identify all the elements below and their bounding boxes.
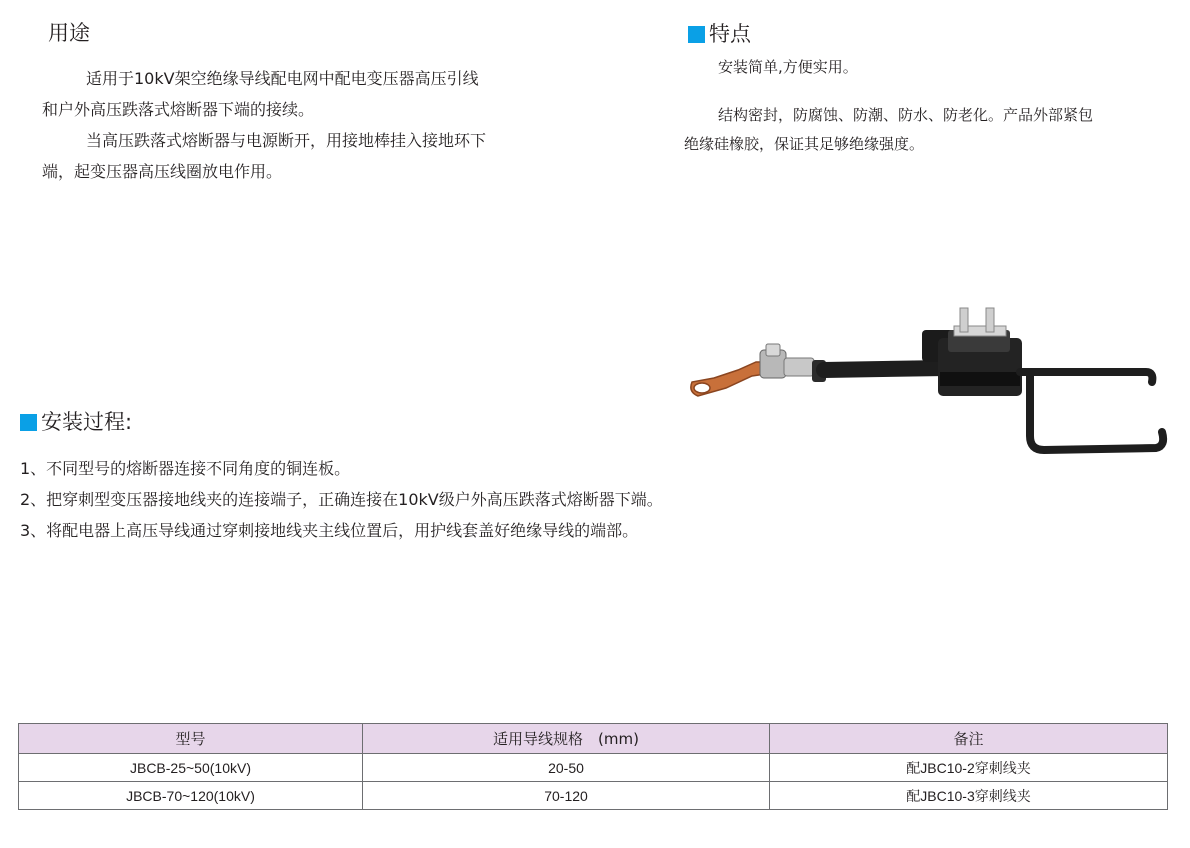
process-step-2: 2、把穿刺型变压器接地线夹的连接端子，正确连接在10kV级户外高压跌落式熔断器下端。: [20, 490, 663, 509]
spec-table: [18, 723, 1168, 810]
table-row: [19, 754, 1168, 782]
usage-paragraph-1-line-1: 适用于10kV架空绝缘导线配电网中配电变压器高压引线: [86, 69, 479, 88]
clamp-body: [922, 308, 1022, 396]
copper-lug: [691, 362, 770, 396]
features-line-1: 安装简单,方便实用。: [718, 58, 858, 76]
header-remark: 备注: [770, 724, 1168, 754]
process-heading: [20, 409, 132, 435]
table-cell: 配JBC10-3穿刺线夹: [770, 782, 1168, 810]
process-title: 安装过程:: [41, 410, 133, 434]
table-cell: 20-50: [363, 754, 770, 782]
usage-paragraph-1-line-2: 和户外高压跌落式熔断器下端的接续。: [42, 100, 315, 119]
header-wire-spec: 适用导线规格 (mm): [363, 724, 770, 754]
process-step-1: 1、不同型号的熔断器连接不同角度的铜连板。: [20, 459, 351, 478]
table-cell: 配JBC10-2穿刺线夹: [770, 754, 1168, 782]
header-model: 型号: [19, 724, 363, 754]
grounding-ring: [1020, 372, 1163, 450]
grounding-clamp-photo: [686, 300, 1170, 460]
features-title: 特点: [709, 22, 751, 46]
usage-title: 用途: [48, 21, 90, 45]
table-cell: JBCB-25~50(10kV): [19, 754, 363, 782]
table-header-row: [19, 724, 1168, 754]
table-cell: 70-120: [363, 782, 770, 810]
square-bullet-icon: [688, 26, 705, 43]
features-line-3: 绝缘硅橡胶，保证其足够绝缘强度。: [684, 135, 925, 153]
table-cell: JBCB-70~120(10kV): [19, 782, 363, 810]
insulated-cable: [812, 360, 946, 382]
process-step-3: 3、将配电器上高压导线通过穿刺接地线夹主线位置后，用护线套盖好绝缘导线的端部。: [20, 521, 639, 540]
features-line-2: 结构密封，防腐蚀、防潮、防水、防老化。产品外部紧包: [718, 106, 1094, 124]
usage-paragraph-2-line-1: 当高压跌落式熔断器与电源断开，用接地棒挂入接地环下: [86, 131, 487, 150]
lug-bolt: [760, 344, 814, 378]
features-heading: [688, 21, 751, 47]
table-row: [19, 782, 1168, 810]
square-bullet-icon: [20, 414, 37, 431]
usage-paragraph-2-line-2: 端，起变压器高压线圈放电作用。: [42, 162, 283, 181]
